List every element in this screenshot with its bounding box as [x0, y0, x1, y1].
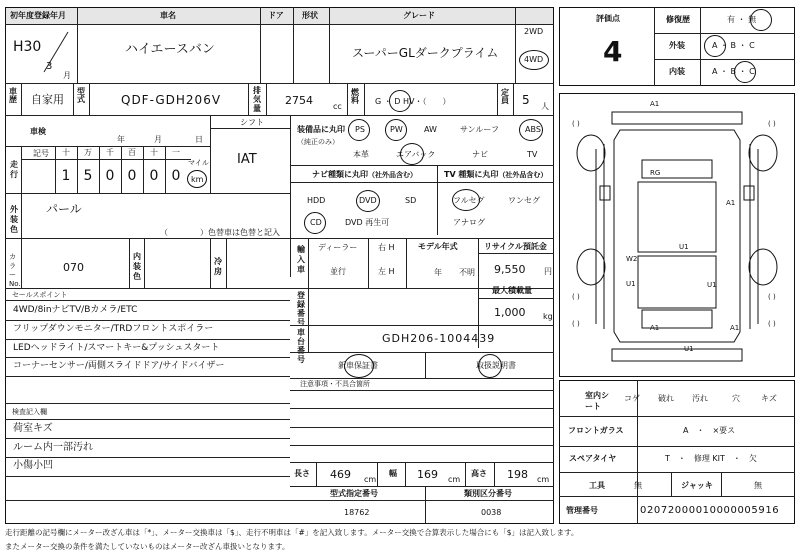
capacity-label: 定員	[501, 88, 509, 105]
damage-mark: U1	[707, 281, 717, 289]
equipment-label: 装備品に丸印	[297, 125, 345, 134]
seat-label: 室内シート	[585, 391, 609, 411]
import-right: 右 H	[378, 243, 395, 252]
height-unit: cm	[537, 475, 550, 484]
equip-abs: ABS	[525, 125, 541, 134]
equip-tv: TV	[527, 150, 538, 159]
damage-mark: W2	[626, 255, 638, 263]
equip-airbag: エアバック	[396, 150, 436, 159]
mileage-place-label: 一	[172, 148, 180, 157]
date-slash	[40, 30, 70, 75]
sales-line-3: LEDヘッドライト/スマートキー&プッシュスタート	[13, 343, 220, 353]
inspector-line-2: ルーム内一部汚れ	[13, 442, 93, 453]
shift-label: シフト	[240, 118, 264, 127]
notes-label: 注意事項・不具合箇所	[300, 380, 370, 388]
seat-option: 破れ	[658, 394, 674, 403]
import-label: 輸入車	[297, 245, 305, 274]
navi-sd: SD	[405, 196, 417, 205]
repair-none-circle	[750, 9, 772, 31]
exterior-a-circle	[704, 35, 726, 57]
category: 自家用	[31, 93, 64, 106]
inspection-day-unit: 日	[195, 135, 203, 144]
color-value: パール	[46, 202, 82, 216]
max-load: 1,000	[494, 306, 526, 319]
mileage-unit-mile: マイル	[188, 159, 209, 167]
inspection-label: 車検	[30, 127, 46, 136]
import-left: 左 H	[378, 267, 395, 276]
drive-4wd-circle	[519, 50, 549, 70]
damage-mark: U1	[679, 243, 689, 251]
tv-fullseg-circle	[452, 189, 480, 211]
spare-options: T ・ 修理 KIT ・ 欠	[665, 454, 757, 463]
equip-pw-circle	[385, 119, 407, 141]
length-unit: cm	[364, 475, 377, 484]
navi-cd-circle	[304, 212, 326, 234]
footer-line-2: またメーター交換の条件を満たしていないものはメーター改ざん車扱いとなります。	[5, 542, 290, 551]
inspector-line-1: 荷室キズ	[13, 423, 53, 434]
fuel-label: 燃料	[351, 88, 359, 105]
equip-abs-circle	[519, 119, 543, 141]
capacity-unit: 人	[541, 102, 549, 111]
model: QDF-GDH206V	[121, 93, 222, 107]
type-no-value: 18762	[344, 508, 370, 517]
mgmt-label: 管理番号	[566, 506, 598, 515]
mileage-place-label: 千	[106, 148, 114, 157]
equip-sunroof: サンルーフ	[460, 125, 499, 134]
door-label: ドア	[268, 11, 284, 20]
navi-dvd: DVD	[359, 196, 377, 205]
repair-label: 修復歴	[666, 15, 690, 24]
damage-mark: A1	[650, 100, 660, 108]
svg-text:( ): ( )	[768, 293, 776, 301]
spare-label: スペアタイヤ	[569, 454, 617, 463]
model-label: 型式	[77, 87, 85, 104]
equip-ps-circle	[348, 119, 370, 141]
footer-line-1: 走行距離の記号欄にメーター改ざん車は「*」、メーター交換車は「$」、走行不明車は「#」を記入致します。メーター交換で合算表示した場合にも「$」は記入致します。	[5, 528, 579, 537]
color-no-label: カラーNo.	[9, 253, 21, 288]
navi-hdd: HDD	[307, 196, 326, 205]
sales-line-4: コーナーセンサー/両側スライドドア/サイドバイザー	[13, 361, 225, 371]
capacity: 5	[522, 93, 530, 107]
reg-month: 3	[46, 61, 53, 72]
model-year-unknown: 不明	[459, 268, 475, 277]
seat-option: 穴	[732, 394, 740, 403]
repair-options: 有 ・ 無	[727, 15, 757, 24]
grade: スーパーGLダークプライム	[352, 46, 499, 60]
mileage-label: 走行	[10, 160, 18, 179]
inspector-label: 検査記入欄	[12, 408, 47, 416]
mgmt-value: 02072000010000005916	[640, 505, 780, 516]
shift-value: IAT	[237, 152, 257, 167]
jack-value: 無	[754, 481, 762, 490]
tv-label: TV 種類に丸印（社外品含む）	[444, 170, 548, 179]
equip-pw: PW	[390, 125, 403, 134]
tool-value: 無	[634, 481, 642, 490]
mileage-place-label: 十	[62, 148, 70, 157]
grade-label: グレード	[403, 11, 435, 20]
score-value: 4	[603, 35, 623, 68]
mileage-place-label: 十	[150, 148, 158, 157]
damage-mark: A1	[650, 324, 660, 332]
era-year: H30	[13, 39, 42, 55]
model-year-unit: 年	[434, 268, 442, 277]
seat-option: 汚れ	[692, 394, 708, 403]
car-name: ハイエースバン	[125, 42, 215, 57]
tool-label: 工具	[589, 481, 605, 490]
chassis-label: 車台番号	[297, 328, 305, 364]
color-note: （ ）色替車は色替と記入	[160, 228, 280, 237]
exterior-label: 外装	[669, 41, 685, 50]
glass-label: フロントガラス	[568, 426, 624, 435]
interior-options: A ・ B ・ C	[712, 67, 755, 76]
mileage-record-label: 記号	[33, 149, 49, 158]
car-diagram	[560, 94, 794, 376]
navi-label: ナビ種類に丸印（社外品含む）	[312, 170, 417, 179]
height-label: 高さ	[471, 469, 487, 478]
length-value: 469	[330, 468, 351, 481]
shape-label: 形状	[302, 11, 318, 20]
mileage-digit: 0	[127, 168, 137, 184]
seat-option: キズ	[761, 394, 777, 403]
category-label: 車歴	[9, 87, 17, 104]
mileage-unit-km: km	[191, 175, 204, 184]
mileage-digit: 5	[83, 168, 93, 184]
color-label: 外装色	[10, 205, 18, 234]
tv-oneseg: ワンセグ	[508, 196, 540, 205]
import-dealer: ディーラー	[318, 243, 358, 252]
sales-points-label: セールスポイント	[12, 291, 68, 299]
equip-leather: 本革	[353, 150, 369, 159]
recycle-value: 9,550	[494, 263, 526, 276]
ac-label: 冷房	[214, 257, 222, 276]
width-value: 169	[417, 468, 438, 481]
warranty: 新車保証書	[338, 361, 378, 370]
damage-mark: A1	[730, 324, 740, 332]
class-no-value: 0038	[481, 508, 502, 517]
damage-mark: A1	[726, 199, 736, 207]
displacement: 2754	[285, 94, 313, 107]
recycle-label: リサイクル預託金	[484, 242, 547, 251]
navi-dvd-play: DVD 再生可	[345, 218, 390, 227]
tv-analog: アナログ	[453, 218, 485, 227]
import-parallel: 並行	[330, 267, 346, 276]
mileage-digit: 0	[171, 168, 181, 184]
width-label: 幅	[389, 469, 397, 478]
class-no-label: 類別区分番号	[464, 489, 512, 498]
mileage-place-label: 百	[128, 148, 136, 157]
manual: 取扱説明書	[476, 361, 516, 370]
svg-text:( ): ( )	[768, 120, 776, 128]
fuel-diesel-circle	[389, 90, 411, 112]
type-no-label: 型式指定番号	[330, 489, 378, 498]
height-value: 198	[507, 468, 528, 481]
sales-line-2: フリップダウンモニター/TRDフロントスポイラー	[13, 324, 214, 334]
svg-text:( ): ( )	[572, 120, 580, 128]
tv-fullseg: フルセグ	[453, 196, 485, 205]
mileage-digit: 0	[105, 168, 115, 184]
svg-text:( ): ( )	[768, 320, 776, 328]
model-year-label: モデル年式	[418, 242, 458, 251]
svg-text:( ): ( )	[572, 320, 580, 328]
damage-mark: RG	[650, 169, 661, 177]
damage-mark: U1	[626, 280, 636, 288]
sales-line-1: 4WD/8inナビTV/Bカメラ/ETC	[13, 305, 138, 315]
navi-cd: CD	[310, 218, 322, 227]
equip-ps: PS	[355, 125, 365, 134]
interior-label: 内装	[669, 67, 685, 76]
car-name-label: 車名	[160, 11, 176, 20]
inspection-month-unit: 月	[154, 135, 162, 144]
width-unit: cm	[448, 475, 461, 484]
mileage-place-label: 万	[84, 148, 92, 157]
fuel-options: G ・ D HV・（ ）	[375, 97, 451, 106]
mileage-digit: 1	[61, 168, 71, 184]
interior-color-label: 内装色	[133, 252, 141, 281]
equip-airbag-circle	[400, 143, 424, 165]
warranty-circle	[344, 354, 374, 378]
chassis-value: GDH206-1004439	[382, 332, 496, 345]
mileage-km-circle	[187, 170, 207, 188]
registration-label: 登録番号	[297, 291, 305, 327]
recycle-yen: 円	[544, 267, 552, 276]
equip-navi: ナビ	[472, 150, 488, 159]
displacement-label: 排気量	[253, 86, 261, 113]
svg-text:( ): ( )	[572, 293, 580, 301]
navi-dvd-circle	[356, 190, 380, 212]
exterior-options: A ・ B ・ C	[712, 41, 755, 50]
length-label: 長さ	[294, 469, 310, 478]
drive-4wd: 4WD	[524, 55, 544, 64]
displacement-unit: cc	[333, 102, 342, 111]
max-load-unit: kg	[543, 312, 553, 321]
glass-options: A ・ ×要ス	[683, 426, 736, 435]
equip-aw: AW	[424, 125, 437, 134]
score-label: 評価点	[596, 14, 620, 23]
inspector-line-3: 小傷小凹	[13, 460, 53, 471]
mileage-digit: 0	[149, 168, 159, 184]
damage-mark: U1	[684, 345, 694, 353]
jack-label: ジャッキ	[681, 481, 713, 490]
equipment-sublabel: （純正のみ）	[297, 138, 339, 146]
first-reg-label: 初年度登録年月	[10, 11, 66, 20]
manual-circle	[478, 354, 502, 378]
inspection-year-unit: 年	[117, 135, 125, 144]
color-no: 070	[63, 261, 84, 274]
seat-option: コゲ	[624, 394, 640, 403]
interior-b-circle	[734, 61, 756, 83]
drive-2wd: 2WD	[524, 27, 544, 36]
max-load-label: 最大積載量	[492, 286, 532, 295]
reg-month-unit: 月	[63, 71, 71, 80]
